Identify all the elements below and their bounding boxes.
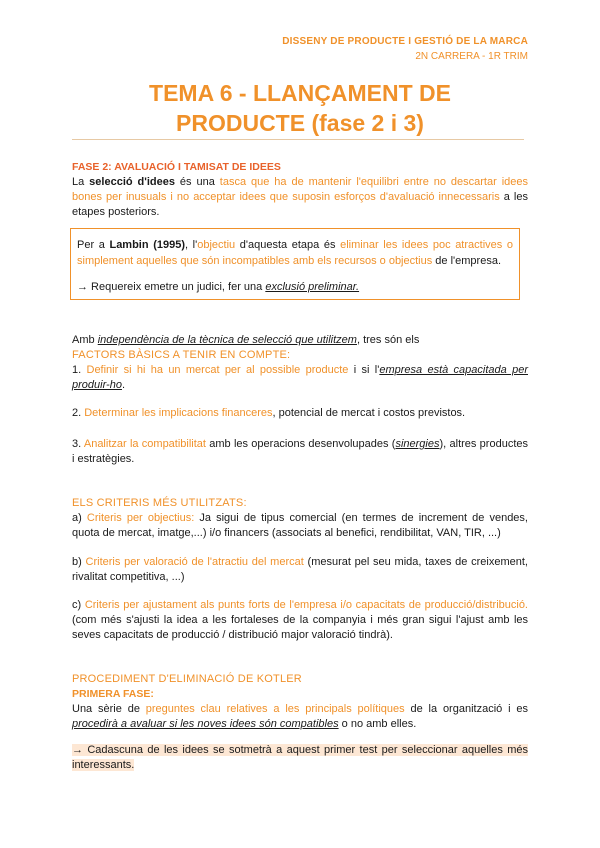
criteri-b — [72, 555, 528, 585]
highlight-text: Criteris per valoració de l'atractiu del mercat — [85, 556, 304, 568]
kotler-paragraph — [72, 702, 528, 732]
factors-section — [72, 333, 528, 393]
text-run: c) — [72, 599, 85, 611]
fase2-heading: FASE 2: AVALUACIÓ I TAMISAT DE IDEES — [72, 161, 281, 173]
lambin-callout-box — [70, 228, 520, 300]
title-divider — [72, 139, 524, 140]
page-title-line-2: PRODUCTE (fase 2 i 3) — [176, 110, 424, 136]
highlight-text: Definir si hi ha un mercat per al possible producte — [86, 364, 349, 376]
text-run: , potencial de mercat i costos previstos. — [272, 407, 466, 419]
text-run: 2. — [72, 407, 85, 419]
criteri-c — [72, 598, 528, 643]
text-run: Per a — [77, 239, 110, 251]
text-run: → Requereix emetre un judici, fer una — [77, 281, 266, 293]
page-title-line-1: TEMA 6 - LLANÇAMENT DE — [149, 80, 451, 106]
text-run: Amb — [72, 334, 98, 346]
course-title: DISSENY DE PRODUCTE I GESTIÓ DE LA MARCA — [282, 36, 528, 47]
fase2-paragraph — [72, 175, 528, 220]
highlight-text: Criteris per ajustament als punts forts de l'empresa i/o capacitats de producció/distribució. — [84, 599, 528, 611]
text-run: a les etapes posteriors. — [72, 191, 528, 218]
text-run: i si l' — [348, 364, 380, 376]
factors-heading: FACTORS BÀSICS A TENIR EN COMPTE: — [72, 349, 291, 361]
text-run: d'aquesta etapa és — [235, 239, 341, 251]
text-run: ), altres productes i estratègies. — [72, 438, 528, 465]
text-run: 1. — [72, 364, 87, 376]
highlight-text: Analitzar la compatibilitat — [83, 438, 206, 450]
lambin-paragraph — [77, 237, 513, 269]
text-run: (com més s'ajusti la idea a les fortaleses de la companyia i més gran sigui l'ajust amb les seves capacitats de producció / distribució major valoració tindrà). — [72, 614, 528, 641]
lambin-conclusion — [77, 279, 513, 295]
author-citation: Lambin (1995) — [109, 239, 185, 251]
text-run: o no amb elles. — [338, 718, 417, 730]
text-run: amb les operacions desenvolupades ( — [205, 438, 396, 450]
criteri-a — [72, 511, 528, 541]
key-term: selecció d'idees — [89, 176, 175, 188]
text-run: b) — [72, 556, 86, 568]
highlight-text: objectiu — [197, 239, 236, 251]
text-run: La — [72, 176, 90, 188]
text-run: de l'empresa. — [432, 255, 501, 267]
kotler-arrow-note — [72, 743, 528, 773]
emphasis-text: sinergies — [395, 438, 440, 450]
factors-intro — [72, 333, 528, 348]
text-run: és una — [175, 176, 220, 188]
factor-2 — [72, 406, 528, 421]
kotler-section — [72, 672, 528, 732]
text-run: . — [121, 379, 126, 391]
emphasis-text: procedirà a avaluar si les noves idees són compatibles — [72, 718, 339, 730]
highlight-text: Criteris per objectius: — [86, 512, 195, 524]
text-run: Ja sigui de tipus comercial (en termes de increment de vendes, quota de mercat, imatge,...) i/o financers (associats al benefici, rendibilitat, VAN, TIR, ...) — [72, 512, 528, 539]
criteris-section — [72, 496, 528, 541]
factor-1 — [72, 363, 528, 393]
text-run: , tres són els — [356, 334, 420, 346]
highlight-text: preguntes clau relatives a les principals polítiques — [145, 703, 405, 715]
highlighted-note: → Cadascuna de les idees se sotmetrà a aquest primer test per seleccionar aquelles més interessants. — [72, 744, 528, 771]
text-run: de la organització i es — [404, 703, 528, 715]
kotler-heading: PROCEDIMENT D'ELIMINACIÓ DE KOTLER — [72, 673, 302, 685]
highlight-text: eliminar les idees poc atractives o simplement aquelles que són incompatibles amb els recursos o objectius — [77, 239, 514, 267]
kotler-subheading: PRIMERA FASE: — [72, 688, 154, 700]
highlight-text: tasca que ha de mantenir l'equilibri entre no descartar idees bones per inusuals i no acceptar idees que suposin esforços d'avaluació innecessaris — [72, 176, 529, 203]
emphasis-text: independència de la tècnica de selecció que utilitzem — [97, 334, 357, 346]
fase2-section — [72, 160, 528, 220]
highlight-text: Determinar les implicacions financeres — [84, 407, 273, 419]
emphasis-text: empresa està capacitada per produir-ho — [72, 364, 528, 391]
text-run: 3. — [72, 438, 84, 450]
factor-3 — [72, 437, 528, 467]
page-title — [0, 78, 600, 138]
text-run: a) — [72, 512, 87, 524]
text-run: (mesurat pel seu mida, taxes de creixement, rivalitat competitiva, ...) — [72, 556, 528, 583]
criteris-heading: ELS CRITERIS MÉS UTILITZATS: — [72, 497, 247, 509]
text-run: Una sèrie de — [72, 703, 146, 715]
text-run: , l' — [185, 239, 198, 251]
course-term: 2N CARRERA - 1R TRIM — [415, 51, 528, 62]
emphasis-text: exclusió preliminar. — [265, 281, 360, 293]
